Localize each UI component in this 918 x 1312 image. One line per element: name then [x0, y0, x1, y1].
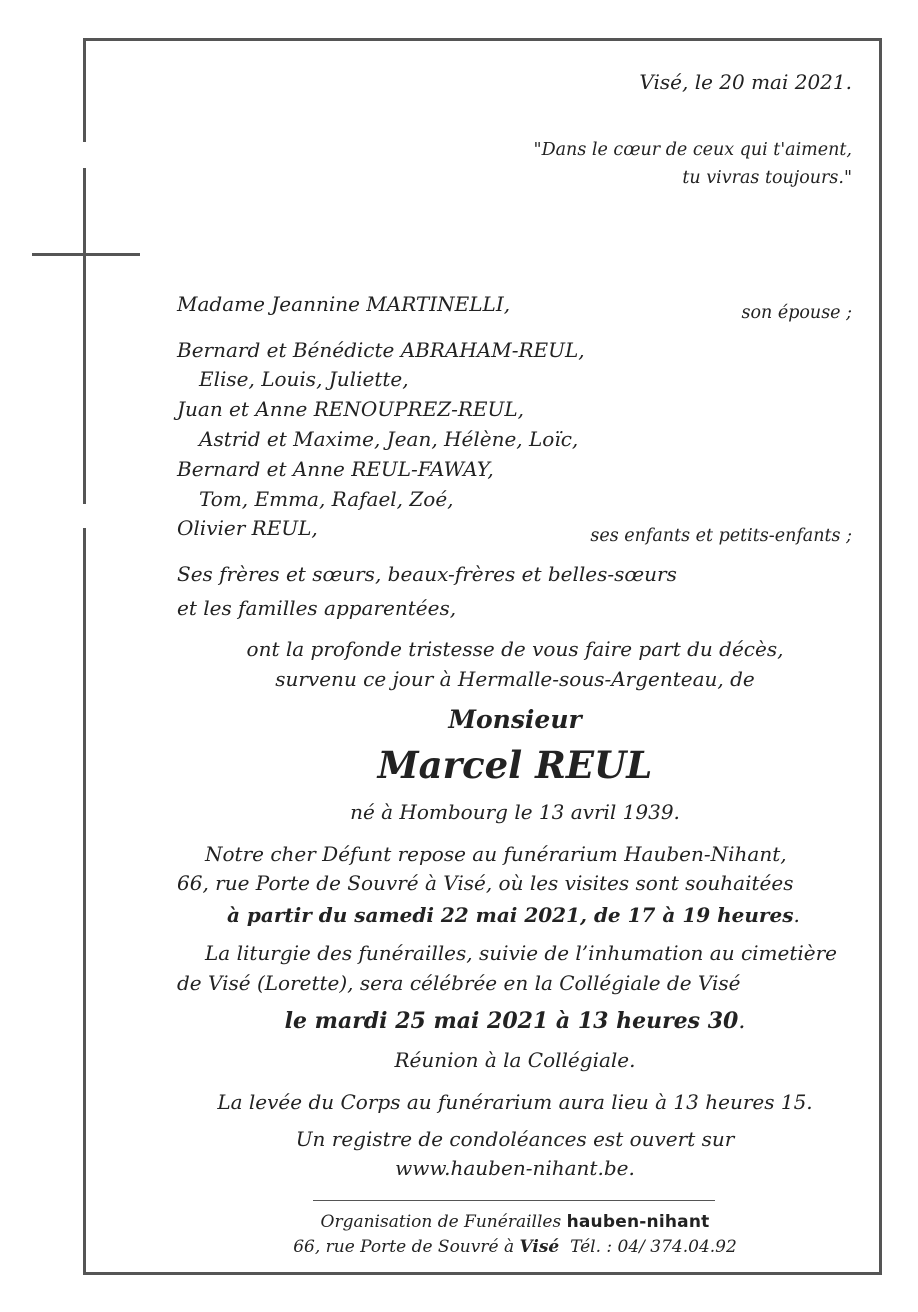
place-date: Visé, le 20 mai 2021.	[639, 70, 852, 94]
cross-vertical-bar	[83, 168, 86, 504]
levee-info: La levée du Corps au funérarium aura lieu à 13 heures 15.	[217, 1090, 813, 1114]
meeting-info: Réunion à la Collégiale.	[394, 1048, 636, 1072]
children-role: ses enfants et petits-enfants ;	[590, 526, 852, 546]
footer-address	[0, 1237, 918, 1257]
address-prefix: 66, rue Porte de Souvré à	[293, 1237, 515, 1257]
grandchildren-2: Astrid et Maxime, Jean, Hélène, Loïc,	[199, 427, 579, 451]
announcement-line-1: ont la profonde tristesse de vous faire part du décès,	[246, 637, 784, 661]
honorific: Monsieur	[448, 705, 582, 734]
funeral-date-bold: le mardi 25 mai 2021 à 13 heures 30	[284, 1008, 739, 1034]
birth-info: né à Hombourg le 13 avril 1939.	[350, 800, 680, 824]
grandchildren-1: Elise, Louis, Juliette,	[199, 367, 409, 391]
org-prefix: Organisation de Funérailles	[320, 1212, 562, 1232]
visitation-schedule-bold: à partir du samedi 22 mai 2021, de 17 à 19 heures	[227, 903, 794, 927]
register-website[interactable]: www.hauben-nihant.be.	[395, 1156, 635, 1180]
quote-line-1: "Dans le cœur de ceux qui t'aiment,	[533, 140, 852, 160]
funeral-line-2: de Visé (Lorette), sera célébrée en la Collégiale de Visé	[177, 971, 741, 995]
siblings-line-1: Ses frères et sœurs, beaux-frères et belles-sœurs	[177, 562, 677, 586]
siblings-line-2: et les familles apparentées,	[177, 596, 457, 620]
visitation-schedule-end: .	[793, 903, 800, 927]
announcement-line-2: survenu ce jour à Hermalle-sous-Argenteau, de	[275, 667, 755, 691]
footer-organisation	[0, 1212, 918, 1232]
deceased-name: Marcel REUL	[377, 743, 653, 787]
visitation-schedule	[227, 905, 800, 925]
org-brand-logo: hauben-nihant	[566, 1212, 710, 1232]
address-city: Visé	[519, 1237, 560, 1257]
funeral-date-end: .	[738, 1009, 746, 1034]
footer-phone: Tél. : 04/ 374.04.92	[570, 1237, 737, 1257]
register-line-1: Un registre de condoléances est ouvert sur	[295, 1127, 735, 1151]
child-family-2: Juan et Anne RENOUPREZ-REUL,	[177, 397, 525, 421]
visitation-line-1: Notre cher Défunt repose au funérarium Hauben-Nihant,	[205, 842, 787, 866]
child-family-3: Bernard et Anne REUL-FAWAY,	[177, 457, 494, 481]
funeral-line-1: La liturgie des funérailles, suivie de l’inhumation au cimetière	[205, 941, 838, 965]
spouse-name: Madame Jeannine MARTINELLI,	[177, 292, 511, 316]
footer-divider	[313, 1200, 715, 1201]
funeral-date	[0, 1010, 918, 1033]
frame-left-border-top	[83, 38, 86, 142]
child-family-4: Olivier REUL,	[177, 516, 318, 540]
child-family-1: Bernard et Bénédicte ABRAHAM-REUL,	[177, 338, 585, 362]
quote-line-2: tu vivras toujours."	[682, 168, 852, 188]
cross-horizontal-bar	[32, 253, 140, 256]
frame-bottom-border	[83, 1272, 882, 1275]
grandchildren-3: Tom, Emma, Rafael, Zoé,	[199, 487, 454, 511]
visitation-line-2: 66, rue Porte de Souvré à Visé, où les visites sont souhaitées	[177, 871, 794, 895]
spouse-role: son épouse ;	[741, 303, 852, 323]
frame-top-border	[83, 38, 882, 41]
